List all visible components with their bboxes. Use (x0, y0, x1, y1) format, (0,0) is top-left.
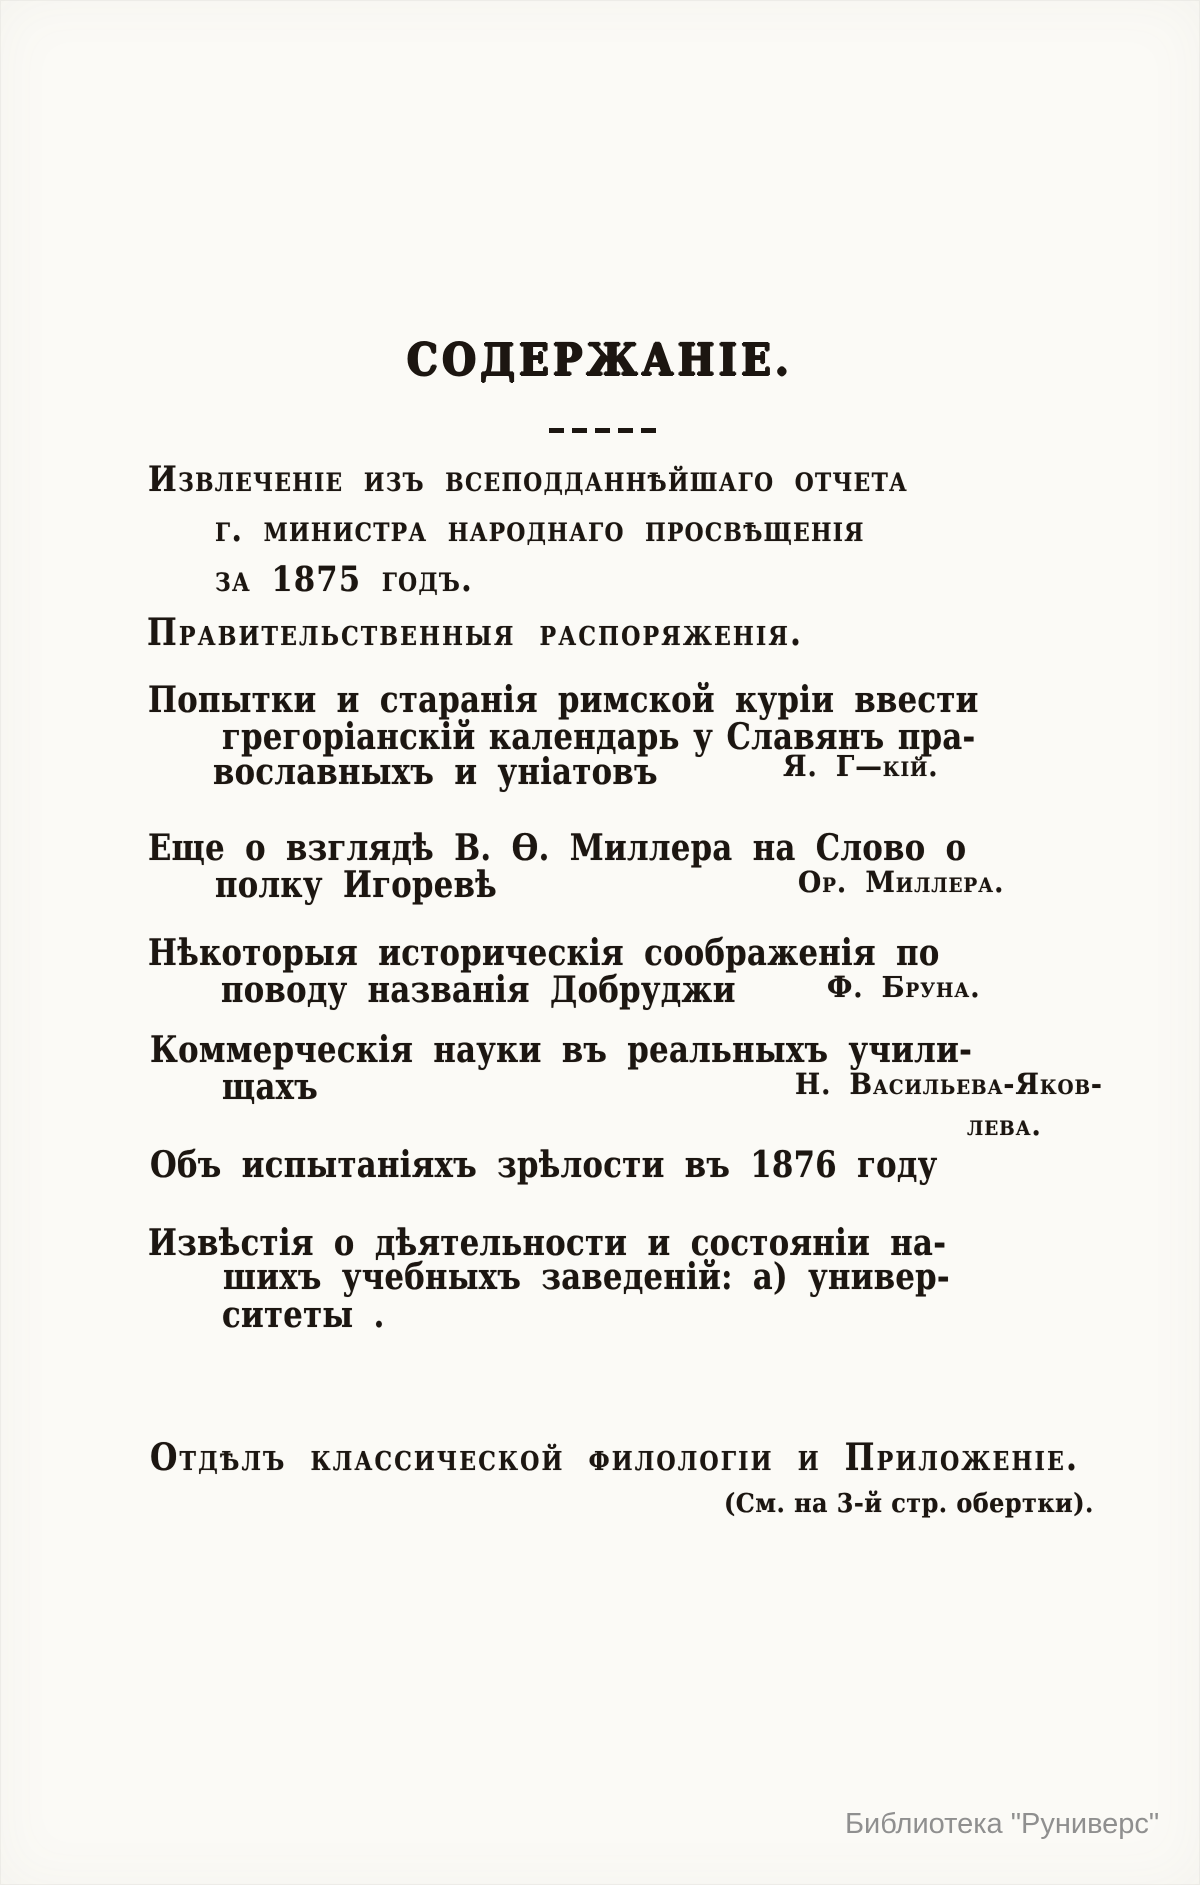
toc-entry3-line2: полку Игоревѣ (215, 864, 498, 906)
toc-entry1-line2: г. министра народнаго просвѣщенія (215, 509, 865, 550)
toc-entry1-line3: за 1875 годъ. (215, 559, 474, 600)
toc-entry2-author: Я. Г—кій. (783, 749, 939, 783)
toc-entry2-line2: грегоріанскій календарь у Славянъ пра- (222, 716, 976, 758)
toc-entry4-line1: Нѣкоторыя историческія соображенія по (148, 932, 940, 974)
toc-entry6-line1: Объ испытаніяхъ зрѣлости въ 1876 году (150, 1144, 938, 1186)
toc-entry2-line3: вославныхъ и уніатовъ (213, 751, 658, 793)
toc-entry4-line2: поводу названія Добруджи (221, 969, 736, 1011)
toc-entry4-author: Ф. Бруна. (827, 970, 981, 1004)
toc-entry3-author: Ор. Миллера. (798, 865, 1005, 899)
toc-entry5-line1: Коммерческія науки въ реальныхъ учили- (150, 1029, 973, 1071)
title-divider (549, 428, 661, 433)
library-watermark: Библиотека "Руниверс" (845, 1808, 1160, 1840)
toc-entry5-author-line1: Н. Васильева-Яков- (795, 1067, 1103, 1101)
toc-entry7-line2: шихъ учебныхъ заведеній: а) универ- (223, 1256, 950, 1298)
section-heading-government-orders: Правительственныя распоряженія. (147, 610, 804, 654)
section-note: (См. на 3-й стр. обертки). (724, 1489, 1094, 1519)
section-heading-classical-philology: Отдѣлъ классической филологіи и Приложеніе. (150, 1435, 1080, 1479)
toc-entry5-author-line2: лева. (967, 1108, 1042, 1142)
toc-entry7-line3: ситеты . (222, 1294, 385, 1336)
toc-entry7-line1: Извѣстія о дѣятельности и состояніи на- (148, 1222, 947, 1264)
page-title: СОДЕРЖАНІЕ. (407, 335, 794, 386)
toc-entry3-line1: Еще о взглядѣ В. Ѳ. Миллера на Слово о (148, 827, 967, 869)
toc-entry5-line2: щахъ (222, 1066, 319, 1108)
toc-entry2-line1: Попытки и старанія римской куріи ввести (148, 679, 979, 721)
toc-entry1-line1: Извлеченіе изъ всеподданнѣйшаго отчета (148, 459, 909, 500)
